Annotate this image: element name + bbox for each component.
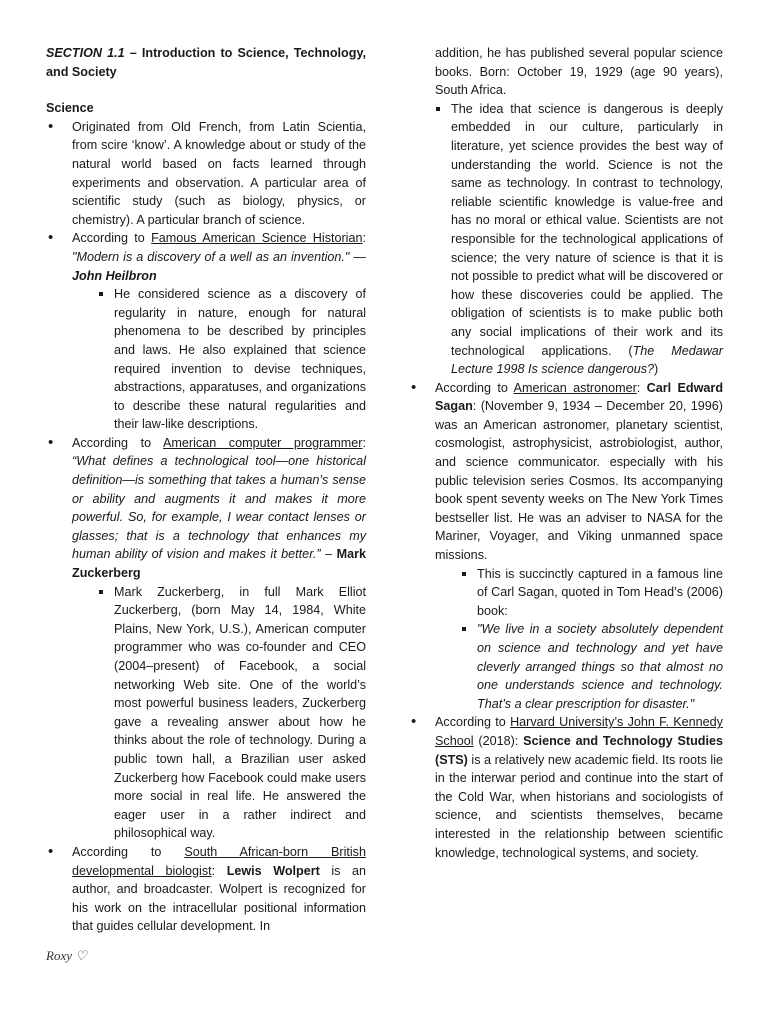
sub-list bbox=[409, 100, 723, 379]
sub-list-item bbox=[96, 285, 366, 434]
bullet-colon: : bbox=[211, 863, 227, 878]
field-name: Science and Technology Studies (STS) bbox=[435, 733, 724, 767]
source-link[interactable]: American astronomer bbox=[513, 380, 637, 395]
list-item bbox=[409, 713, 723, 862]
bullet-prefix: According to bbox=[72, 844, 185, 859]
bullet-colon: : bbox=[636, 380, 647, 395]
bullet-colon: : bbox=[362, 231, 366, 246]
bullet-prefix: According to bbox=[72, 435, 164, 450]
sub-list-item bbox=[96, 583, 366, 843]
left-column bbox=[46, 44, 366, 936]
sub-list bbox=[435, 565, 723, 714]
sub-list-item bbox=[433, 100, 723, 379]
bullet-prefix: According to bbox=[435, 380, 514, 395]
section-title: Introduction to Science, Technology, and Society bbox=[46, 46, 367, 79]
citation-close: ) bbox=[654, 362, 659, 377]
quote-text: "We live in a society absolutely dependent on science and technology and yet have cleverly arranged things so that almost no one understands science and technology. That’s a clear prescription for disaster." bbox=[477, 622, 723, 711]
source-link[interactable]: Famous American Science Historian bbox=[151, 231, 363, 246]
sub-list bbox=[72, 583, 366, 843]
sub-item-text: He considered science as a discovery of regularity in nature, enough for natural phenomena to be described by principles and laws. He also explained that science required invention to devise techniques, abstractions, apparatuses, and organizations to describe these natural regularities and their law-like descriptions. bbox=[114, 287, 366, 432]
quote-author: John Heilbron bbox=[72, 268, 157, 283]
list-item bbox=[46, 229, 366, 434]
list-item bbox=[409, 379, 723, 714]
continued-text: addition, he has published several popular science books. Born: October 19, 1929 (age 90 years), South Africa. bbox=[435, 46, 723, 98]
quote-dash: – bbox=[320, 547, 337, 562]
section-number: SECTION 1.1 bbox=[46, 46, 125, 60]
person-name: Carl Edward Sagan bbox=[435, 380, 724, 414]
bullet-text: is a relatively new academic field. Its roots lie in the interwar period and continue into the start of the Cold War, when historians and sociologists of science, and scientists themselves, became interested in the relationship between scientific knowledge, technological systems, and society. bbox=[435, 752, 723, 860]
sub-list-item bbox=[459, 620, 723, 713]
bullet-prefix: According to bbox=[435, 715, 511, 730]
bullet-mid: (2018): bbox=[473, 733, 524, 748]
bullet-list-left bbox=[46, 118, 366, 936]
bullet-list-right bbox=[409, 379, 723, 862]
quote-dash: — bbox=[349, 249, 366, 264]
list-item bbox=[46, 118, 366, 230]
source-link[interactable]: American computer programmer bbox=[163, 435, 363, 450]
citation: The Medawar Lecture 1998 Is science dangerous? bbox=[451, 343, 724, 377]
list-item bbox=[46, 434, 366, 843]
sub-item-text: This is succinctly captured in a famous line of Carl Sagan, quoted in Tom Head’s (2006) book: bbox=[477, 566, 723, 618]
right-column bbox=[409, 44, 723, 862]
bullet-colon: : bbox=[362, 435, 366, 450]
footer-signature: Roxy ♡ bbox=[46, 948, 87, 963]
sub-list-item bbox=[459, 565, 723, 621]
definition-text: Originated from Old French, from Latin Scientia, from scire ‘know’. A knowledge about or study of the natural world based on facts learned through experiments and observation. A particular area of scientific study (such as biology, physics, or chemistry). A particular branch of science. bbox=[72, 119, 366, 227]
subheading-science: Science bbox=[46, 101, 94, 116]
quote-author: Mark Zuckerberg bbox=[72, 547, 366, 581]
person-name: Lewis Wolpert bbox=[226, 863, 320, 878]
quote-text: "Modern is a discovery of a well as an invention." bbox=[72, 249, 350, 264]
sub-item-text: Mark Zuckerberg, in full Mark Elliot Zuckerberg, (born May 14, 1984, White Plains, New York, U.S.), American computer programmer who was co-founder and CEO (2004–present) of Facebook, a social networking Web site. One of the world’s most powerful business leaders, Zuckerberg gave a revealing answer about how he thinks about the role of technology. During a public town hall, a Brazilian user asked Zuckerberg how Facebook could make users more social in real life. He answered the eager user in a rather indirect and philosophical way. bbox=[114, 584, 366, 841]
section-heading bbox=[46, 44, 366, 81]
bullet-text: : (November 9, 1934 – December 20, 1996) was an American astronomer, planetary scientist, cosmologist, astrophysicist, astrobiologist, author, and science communicator. especially with his public television series Cosmos. Its accompanying book spent seventy weeks on The New York Times bestseller list. He was an adviser to NASA for the Mariner, Voyager, and Viking unmanned space missions. bbox=[435, 399, 723, 563]
quote-text: “What defines a technological tool—one historical definition—is something that takes a human’s sense or ability and augments it and makes it more powerful. So, for example, I wear contact lenses or glasses; that is a technology that enhances my human ability of vision and makes it better.” bbox=[72, 454, 366, 562]
heading-dash: – bbox=[124, 46, 142, 60]
source-link[interactable]: Harvard University’s John F. Kennedy School bbox=[435, 715, 723, 748]
sub-list bbox=[72, 285, 366, 434]
sub-item-text: The idea that science is dangerous is deeply embedded in our culture, particularly in literature, yet science provides the best way of understanding the world. Science is not the same as technology. In contrast to technology, reliable scientific knowledge is value-free and has no moral or ethical value. Scientists are not responsible for the technological applications of science; the very nature of science is that it is not possible to predict what will be discovered or how these discoveries could be applied. The obligation of scientists is to make public both any social implications of their work and its technological applications. ( bbox=[451, 101, 723, 358]
source-link[interactable]: South African-born British developmental biologist bbox=[72, 844, 366, 878]
list-item bbox=[46, 843, 366, 936]
bullet-prefix: According to bbox=[72, 231, 152, 246]
bullet-text: is an author, and broadcaster. Wolpert is recognized for his work on the intracellular positional information that guides cellular development. In bbox=[72, 863, 367, 934]
